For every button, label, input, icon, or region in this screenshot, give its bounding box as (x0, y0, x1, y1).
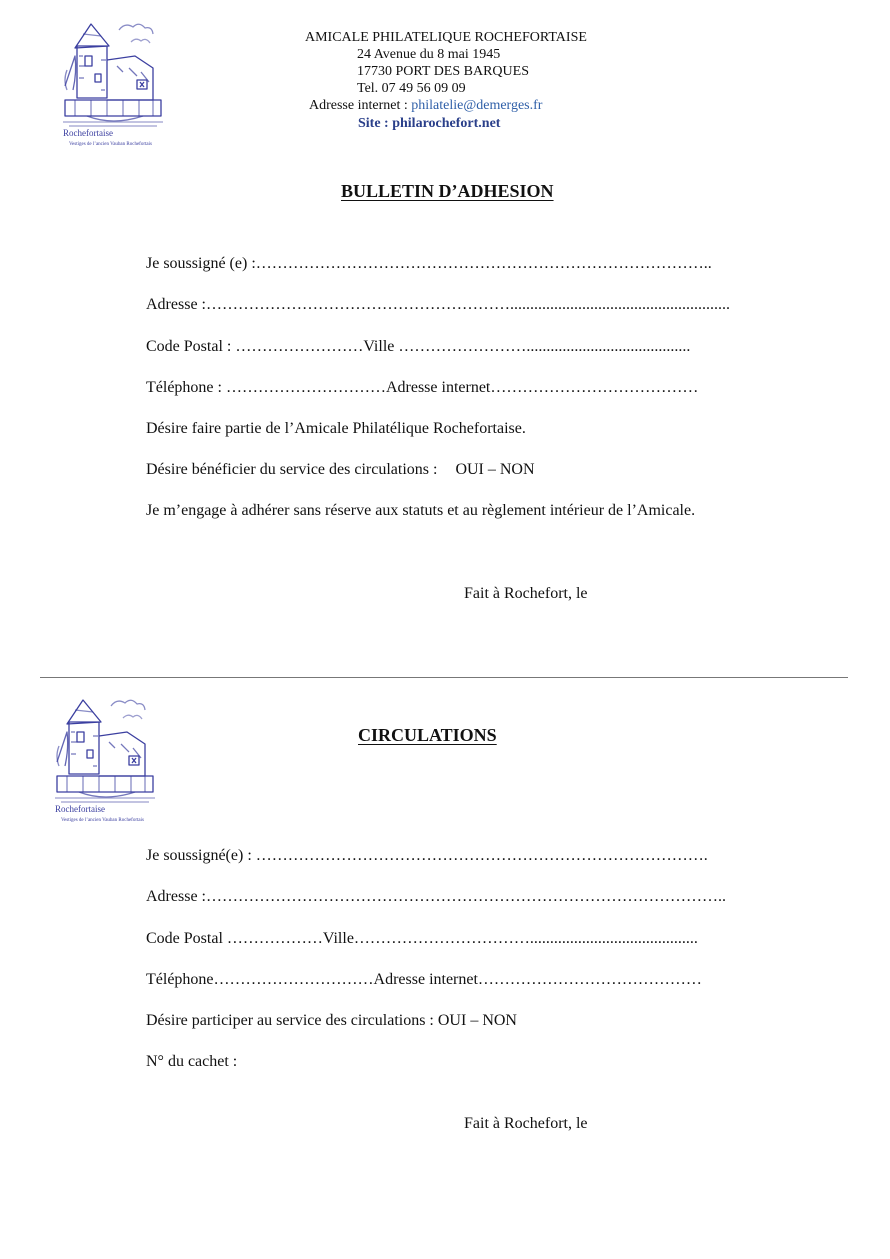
section-separator (40, 677, 848, 678)
adhesion-postal-city-field[interactable]: Code Postal : ……………………Ville ……………………......................................... (146, 338, 691, 355)
address-line-2: 17730 PORT DES BARQUES (357, 64, 529, 79)
adhesion-service-choice[interactable]: OUI – NON (455, 461, 535, 478)
logo-subcaption: Vestiges de l’ancien Vauban Rochefortais (61, 818, 144, 823)
association-logo-circulations (49, 692, 161, 826)
adhesion-service-label: Désire bénéficier du service des circulations : (146, 461, 442, 478)
circulations-stamp-number[interactable]: N° du cachet : (146, 1053, 238, 1070)
email-link[interactable]: philatelie@demerges.fr (411, 98, 543, 113)
email-row (309, 97, 542, 114)
adhesion-address-field[interactable]: Adresse :…………………………………………………....................................................... (146, 296, 730, 313)
email-label: Adresse internet : (309, 98, 412, 113)
logo-caption: Rochefortaise (63, 128, 113, 138)
circulations-signature-place: Fait à Rochefort, le (464, 1115, 588, 1132)
circulations-phone-email-field[interactable]: Téléphone…………………………Adresse internet…………………………………… (146, 971, 702, 988)
circulations-service-line[interactable]: Désire participer au service des circulations : OUI – NON (146, 1012, 517, 1029)
adhesion-name-field[interactable]: Je soussigné (e) :………………………………………………………………………….. (146, 255, 712, 272)
adhesion-signature-place: Fait à Rochefort, le (464, 585, 588, 602)
website-link[interactable]: Site : philarochefort.net (358, 116, 501, 131)
association-logo (57, 16, 169, 150)
phone-number: Tel. 07 49 56 09 09 (357, 81, 466, 96)
adhesion-join-statement: Désire faire partie de l’Amicale Philatélique Rochefortaise. (146, 420, 526, 437)
logo-caption: Rochefortaise (55, 804, 105, 814)
org-name: AMICALE PHILATELIQUE ROCHEFORTAISE (305, 30, 587, 45)
circulations-postal-city-field[interactable]: Code Postal ………………Ville…………………………….......................................... (146, 930, 698, 947)
address-line-1: 24 Avenue du 8 mai 1945 (357, 47, 501, 62)
circulations-title: CIRCULATIONS (358, 725, 497, 745)
adhesion-commitment: Je m’engage à adhérer sans réserve aux statuts et au règlement intérieur de l’Amicale. (146, 502, 696, 519)
circulations-name-field[interactable]: Je soussigné(e) : …………………………………………………………………………. (146, 847, 708, 864)
adhesion-phone-email-field[interactable]: Téléphone : …………………………Adresse internet………………………………… (146, 379, 699, 396)
circulations-address-field[interactable]: Adresse :…………………………………………………………………………………….. (146, 888, 726, 905)
logo-subcaption: Vestiges de l’ancien Vauban Rochefortais (69, 142, 152, 147)
adhesion-title: BULLETIN D’ADHESION (341, 181, 554, 201)
adhesion-service-row (146, 460, 535, 480)
